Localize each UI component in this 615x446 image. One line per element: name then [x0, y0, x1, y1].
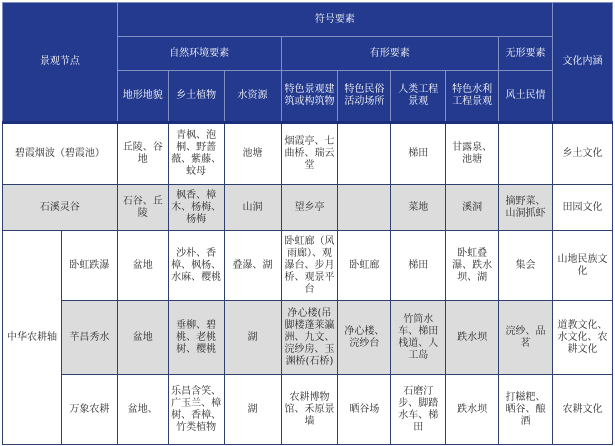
cell-folk-venue: 净心楼、浣纱台	[338, 301, 391, 375]
header-architecture: 特色景观建筑或构筑物	[281, 71, 338, 123]
cell-customs: 浣纱、品茗	[499, 301, 553, 375]
cell-water-works: 跌水坝	[446, 301, 499, 375]
cell-engineering: 菜地	[391, 185, 446, 231]
header-tangible: 有形要素	[281, 37, 499, 71]
cell-folk-venue	[338, 123, 391, 185]
cell-architecture: 烟霞亭、七曲桥、瑞云堂	[281, 123, 338, 185]
cell-customs: 集会	[499, 231, 553, 301]
cell-water-works: 甘露泉、池塘	[446, 123, 499, 185]
cell-plants: 乐昌含笑、广玉兰、樟树、香樟、竹类植物	[168, 375, 224, 445]
cell-folk-venue	[338, 185, 391, 231]
cell-water: 湖	[224, 301, 281, 375]
header-folk-venue: 特色民俗活动场所	[338, 71, 391, 123]
table-row	[3, 185, 613, 231]
cell-customs: 摘野菜、山洞抓虾	[499, 185, 553, 231]
cell-terrain: 盆地、	[117, 375, 168, 445]
cell-plants: 枫香、樟木、杨梅、杨梅	[168, 185, 224, 231]
header-water: 水资源	[224, 71, 281, 123]
header-culture: 文化内涵	[552, 3, 612, 123]
cell-node: 石溪灵谷	[3, 185, 118, 231]
header-terrain: 地形地貌	[117, 71, 168, 123]
header-intangible: 无形要素	[499, 37, 553, 71]
cell-culture: 农耕文化	[552, 375, 612, 445]
header-node: 景观节点	[3, 3, 118, 123]
table-row	[3, 301, 613, 375]
cell-architecture: 农耕博物馆、禾原景墙	[281, 375, 338, 445]
cell-terrain: 盆地	[117, 301, 168, 375]
header-symbol: 符号要素	[117, 3, 552, 37]
cell-culture: 道教文化、水文化、农耕文化	[552, 301, 612, 375]
cell-architecture: 卧虹廊（风雨廊）、观瀑台、步月桥、观景平台	[281, 231, 338, 301]
cell-terrain: 石谷、丘陵	[117, 185, 168, 231]
cell-culture: 乡土文化	[552, 123, 612, 185]
cell-plants: 沙朴、香樟、枫杨、水麻、樱桃	[168, 231, 224, 301]
cell-engineering: 石磨汀步、脚踏水车、梯田	[391, 375, 446, 445]
cell-engineering: 梯田	[391, 123, 446, 185]
cell-group: 中华农耕轴	[3, 231, 62, 445]
cell-water: 叠瀑、湖	[224, 231, 281, 301]
cell-folk-venue: 晒谷场	[338, 375, 391, 445]
landscape-table	[2, 2, 613, 445]
cell-terrain: 丘陵、谷地	[117, 123, 168, 185]
cell-culture: 山地民族文化	[552, 231, 612, 301]
header-natural: 自然环境要素	[117, 37, 281, 71]
cell-customs: 打糍粑、晒谷、酿酒	[499, 375, 553, 445]
cell-water-works: 溪洞	[446, 185, 499, 231]
cell-node: 碧霞烟波（碧霞池）	[3, 123, 118, 185]
table-row	[3, 375, 613, 445]
cell-terrain: 盆地	[117, 231, 168, 301]
cell-culture: 田园文化	[552, 185, 612, 231]
header-water-works: 特色水利工程景观	[446, 71, 499, 123]
cell-folk-venue: 卧虹廊	[338, 231, 391, 301]
cell-water-works: 卧虹叠瀑、跌水坝、湖	[446, 231, 499, 301]
cell-water-works: 跌水坝	[446, 375, 499, 445]
cell-water: 湖	[224, 375, 281, 445]
header-plants: 乡土植物	[168, 71, 224, 123]
cell-architecture: 净心楼(吊脚楼蓬莱瀛洲、九文、浣纱房、玉渊桥(石桥)	[281, 301, 338, 375]
cell-water: 山洞	[224, 185, 281, 231]
cell-engineering: 梯田	[391, 231, 446, 301]
cell-customs	[499, 123, 553, 185]
cell-architecture: 望乡亭	[281, 185, 338, 231]
header-engineering: 人类工程景观	[391, 71, 446, 123]
cell-engineering: 竹筒水车、梯田栈道、人工岛	[391, 301, 446, 375]
table-row	[3, 123, 613, 185]
cell-node: 芊昌秀水	[61, 301, 117, 375]
cell-plants: 垂柳、碧桃、老桃树、樱桃	[168, 301, 224, 375]
table-row	[3, 231, 613, 301]
header-customs: 风土民情	[499, 71, 553, 123]
cell-plants: 青枫、泡桐、野蔷薇、紫藤、蚊母	[168, 123, 224, 185]
cell-node: 卧虹跌瀑	[61, 231, 117, 301]
cell-node: 万象农耕	[61, 375, 117, 445]
cell-water: 池塘	[224, 123, 281, 185]
